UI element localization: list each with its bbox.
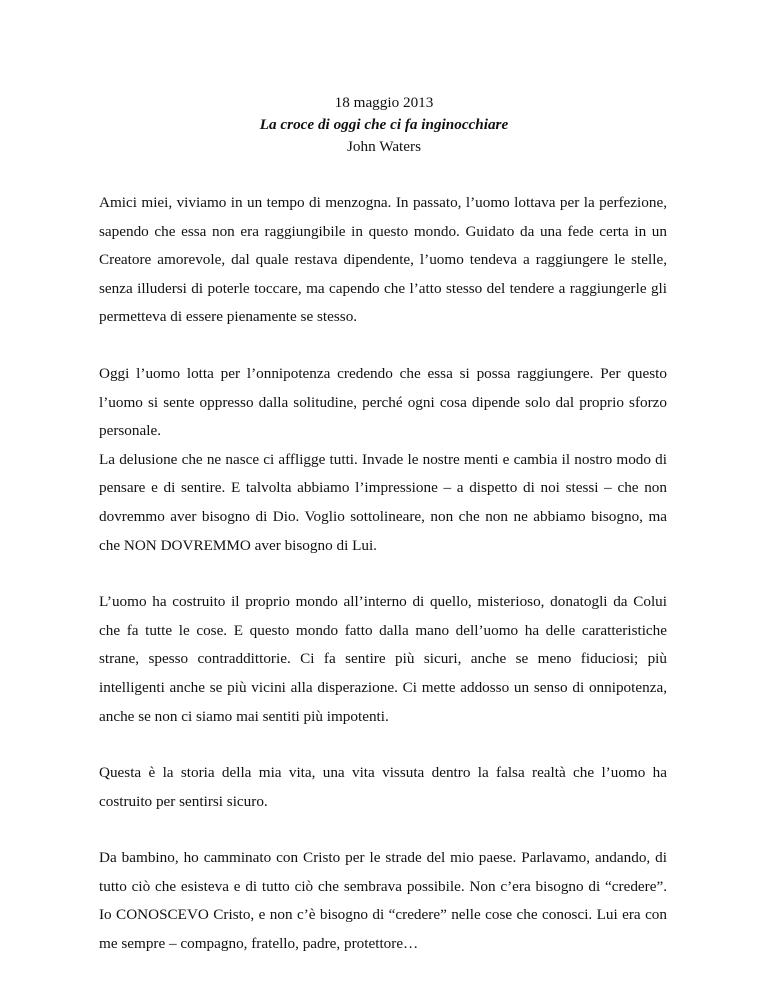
paragraph-gap — [99, 731, 667, 759]
paragraph-6: Da bambino, ho camminato con Cristo per le strade del mio paese. Parlavamo, andando, di tutto ciò che esisteva e di tutto ciò che sembrava possibile. Non c’era bisogno di “credere”. Io CONOSCEVO Cristo, e non c’è bisogno di “credere” nelle cose che conosci. Lui era con me sempre – compagno, fratello, padre, protettore… — [99, 849, 667, 953]
paragraph-1: Amici miei, viviamo in un tempo di menzogna. In passato, l’uomo lottava per la perfezione, sapendo che essa non era raggiungibile in questo mondo. Guidato da una fede certa in un Creatore amorevole, dal quale restava dipendente, l’uomo tendeva a raggiungere le stelle, senza illudersi di poterle toccare, ma capendo che l’atto stesso del tendere a raggiungerle gli permetteva di essere pienamente se stesso. — [99, 194, 667, 326]
document-title: La croce di oggi che ci fa inginocchiare — [259, 116, 509, 133]
paragraph-5: Questa è la storia della mia vita, una vita vissuta dentro la falsa realtà che l’uomo ha costruito per sentirsi sicuro. — [99, 764, 667, 810]
paragraph-3: La delusione che ne nasce ci affligge tutti. Invade le nostre menti e cambia il nostro modo di pensare e di sentire. E talvolta abbiamo l’impressione – a dispetto di noi stessi – che non dovremmo aver bisogno di Dio. Voglio sottolineare, non che non ne abbiamo bisogno, ma che NON DOVREMMO aver bisogno di Lui. — [99, 450, 667, 554]
paragraph-gap — [99, 560, 667, 588]
paragraph-gap — [99, 332, 667, 360]
document-header — [0, 92, 768, 158]
document-body — [99, 189, 667, 959]
paragraph-4: L’uomo ha costruito il proprio mondo all’interno di quello, misterioso, donatogli da Colui che fa tutte le cose. E questo mondo fatto dalla mano dell’uomo ha delle caratteristiche strane, spesso contraddittorie. Ci fa sentire più sicuri, anche se meno fiduciosi; più intelligenti anche se più vicini alla disperazione. Ci mette addosso un senso di onnipotenza, anche se non ci siamo mai sentiti più impotenti. — [99, 593, 667, 725]
paragraph-2: Oggi l’uomo lotta per l’onnipotenza credendo che essa si possa raggiungere. Per questo l’uomo si sente oppresso dalla solitudine, perché ogni cosa dipende solo dal proprio sforzo personale. — [99, 364, 667, 440]
paragraph-gap — [99, 816, 667, 844]
document-date: 18 maggio 2013 — [334, 94, 434, 111]
document-author: John Waters — [346, 138, 421, 155]
